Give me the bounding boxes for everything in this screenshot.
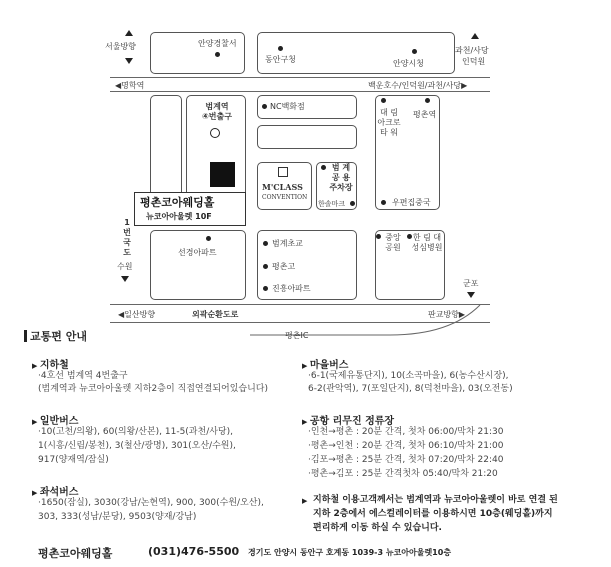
label-pyeongchon-stn: 평촌역: [413, 110, 437, 119]
footer-name: 평촌코아웨딩홀: [38, 547, 113, 560]
seat-bus-line-1: ·1650(잠실), 3030(강남/논현역), 900, 300(수원/오산),: [38, 498, 264, 508]
label-convention: CONVENTION: [262, 194, 308, 201]
label-hallym: 한 림 대 성심병원: [411, 233, 443, 252]
label-suwon: 수원: [117, 262, 133, 271]
label-wedding-sub: 뉴코아아울렛 10F: [146, 212, 212, 221]
block-middle: [257, 125, 357, 149]
marker-pyeongchon-stn: [425, 98, 430, 103]
arrow-suwon: [121, 276, 129, 282]
label-gunpo: 군포: [463, 279, 479, 288]
general-bus-line-1: ·10(고천/의왕), 60(의왕/산본), 11-5(과천/사당),: [38, 427, 233, 437]
marker-dongan-gu: [278, 46, 283, 51]
label-seonkyung: 선경아파트: [178, 248, 217, 257]
arrow-gwacheon: [471, 33, 479, 39]
label-anyang-police: 안양경찰서: [198, 39, 237, 48]
general-bus-line-2: 1(시흥/신림/봉천), 3(철산/광명), 301(오산/수원),: [38, 441, 236, 451]
arrow-seoul: [125, 30, 133, 36]
label-dongan-gu: 동안구청: [265, 55, 296, 64]
village-bus-line-2: 6-2(관악역), 7(포일단지), 8(덕천마을), 03(오전동): [308, 384, 513, 394]
seat-bus-line-2: 303, 333(성남/분당), 9503(양재/강남): [38, 512, 197, 522]
label-nc: NC백화점: [270, 102, 305, 111]
marker-beomgye-elem: [263, 241, 268, 246]
airport-title: ▶ 공항 리무진 정류장: [302, 412, 394, 427]
note-line-3: 편리하게 이동 하실 수 있습니다.: [313, 523, 442, 533]
label-beomgye-exit: 범계역 ④번출구: [202, 102, 232, 121]
marker-park: [376, 234, 381, 239]
label-daerim: 대 림 아크로 타 워: [377, 108, 401, 137]
marker-daerim: [381, 98, 386, 103]
mclass-icon: [278, 167, 288, 177]
label-gwacheon: 과천/사당: [455, 46, 489, 55]
label-ilsan: ◀일산방향: [118, 310, 156, 319]
note-arrow: ▶: [302, 497, 308, 505]
airport-line-4: ·평촌→김포 : 25분 간격첫차 05:40/막차 21:20: [308, 469, 498, 479]
airport-line-3: ·김포→평촌 : 25분 간격, 첫차 07:20/막차 22:40: [308, 455, 504, 465]
marker-jinheung: [263, 286, 268, 291]
label-pangyo: 판교방향▶: [428, 310, 466, 319]
label-jinheung: 진흥아파트: [272, 284, 311, 293]
airport-line-1: ·인천→평촌 : 20분 간격, 첫차 06:00/막차 21:30: [308, 427, 504, 437]
block-seonkyung: [150, 230, 246, 300]
label-myeonghak: ◀명학역: [115, 81, 145, 90]
label-road-name: 백운호수/인덕원/과천/사당▶: [368, 81, 468, 90]
block-cityhall: [257, 32, 455, 74]
label-pyeongchon-high: 평촌고: [272, 262, 296, 271]
label-indeogwon: 인덕원: [462, 57, 486, 66]
general-bus-title: ▶ 일반버스: [32, 412, 78, 427]
label-hansol: 한솔마크: [318, 200, 346, 208]
marker-police: [215, 52, 220, 57]
transport-title: 교통편 안내: [30, 330, 87, 343]
label-wedding-hall: 평촌코아웨딩홀: [140, 196, 215, 209]
marker-nc: [262, 104, 267, 109]
footer-phone: (031)476-5500: [148, 545, 240, 558]
subway-line-2: (범계역과 뉴코아아울렛 지하2층이 직접연결되어있습니다): [38, 384, 268, 394]
label-anyang-city: 안양시청: [393, 59, 424, 68]
village-bus-line-1: ·6-1(국제유통단지), 10(소곡마을), 6(농수산시장),: [308, 371, 509, 381]
transport-divider: [24, 330, 27, 342]
label-seoul: 서울방향: [105, 42, 136, 51]
arrow-gunpo: [467, 292, 475, 298]
label-pyeongchon-ic: 평촌IC: [285, 331, 309, 340]
newcore-building: [210, 162, 235, 187]
marker-hansol: [350, 201, 355, 206]
marker-pyeongchon-high: [263, 264, 268, 269]
label-parking: 범 계 공 용 주차장: [329, 163, 353, 192]
marker-anyang-city: [412, 49, 417, 54]
marker-post-office: [381, 200, 386, 205]
note-line-2: 지하 2층에서 에스컬레이터를 이용하시면 10층(웨딩홀)까지: [313, 509, 553, 519]
airport-line-2: ·평촌→인천 : 20분 간격, 첫차 06:10/막차 21:00: [308, 441, 504, 451]
label-ring-road: 외곽순환도로: [192, 310, 239, 319]
subway-line-1: ·4호선 범계역 4번출구: [38, 371, 128, 381]
marker-seonkyung: [206, 236, 211, 241]
label-mclass: M'CLASS: [262, 182, 303, 192]
village-bus-title: ▶ 마을버스: [302, 356, 348, 371]
road-line-top2: [110, 91, 490, 92]
general-bus-line-3: 917(양재역/잠실): [38, 455, 109, 465]
arrow-seoul-down: [125, 58, 133, 64]
subway-title: ▶ 지하철: [32, 356, 69, 371]
road-line-top: [110, 77, 490, 78]
note-line-1: 지하철 이용고객께서는 범계역과 뉴코아아울렛이 바로 연결 된: [313, 495, 558, 505]
seat-bus-title: ▶ 좌석버스: [32, 483, 78, 498]
label-central-park: 중앙 공원: [385, 233, 401, 252]
label-beomgye-elem: 범계초교: [272, 239, 303, 248]
footer-address: 경기도 안양시 동안구 호계동 1039-3 뉴코아아울렛10층: [248, 548, 452, 557]
subway-icon: [210, 128, 220, 138]
label-post-office: 우편집중국: [392, 198, 431, 207]
label-route1: 1 번 국 도: [123, 218, 131, 257]
